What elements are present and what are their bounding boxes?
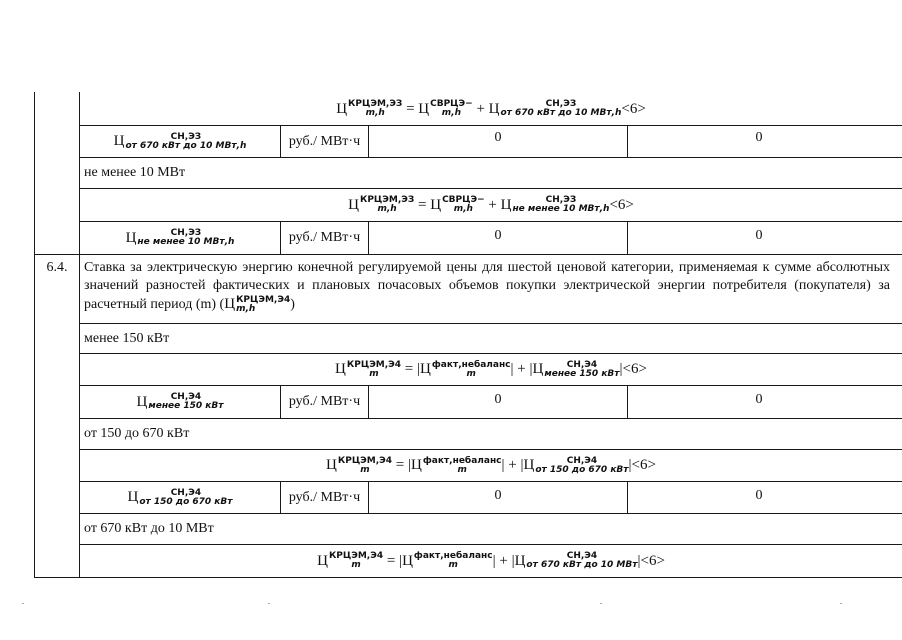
price-symbol: Ц: [224, 295, 236, 312]
equals-sign: =: [386, 552, 396, 569]
superscript: СН,ЭЗ: [545, 195, 577, 205]
abs-bar: |: [408, 457, 412, 474]
subscript: m: [448, 560, 458, 570]
price-symbol: Ц: [136, 393, 148, 410]
superscript: СН,Э4: [566, 551, 598, 561]
subscript: m,h: [377, 204, 397, 214]
price-label-cell: [80, 482, 280, 513]
price-symbol: Ц: [348, 196, 359, 213]
subscript: менее 150 кВт: [544, 368, 620, 379]
subscript: не менее 10 МВт,h: [512, 204, 610, 214]
subscript: от 150 до 670 кВт: [535, 464, 629, 475]
value-cell: 0: [755, 392, 763, 408]
price-label-cell: [80, 222, 280, 254]
scan-speck: [840, 603, 842, 604]
subscript: менее 150 кВт: [148, 401, 224, 411]
abs-bar: |: [510, 361, 514, 378]
section-description: [84, 259, 890, 314]
superscript: КРЦЭМ,Э4: [236, 294, 291, 305]
subscript: m: [351, 560, 361, 570]
value-cell: 0: [755, 488, 763, 504]
abs-bar: |: [417, 361, 421, 378]
formula-row: [80, 189, 902, 221]
abs-bar: |: [492, 552, 496, 569]
value-cell: 0: [494, 392, 502, 408]
section-number: 6.4.: [46, 260, 68, 276]
formula-row: [80, 545, 902, 577]
superscript: факт,небаланс: [422, 455, 502, 466]
equals-sign: =: [404, 361, 414, 378]
abs-bar: |: [628, 457, 632, 474]
subscript: m,h: [453, 204, 473, 214]
subscript: не менее 10 МВт,h: [137, 237, 235, 247]
formula-row: [80, 354, 902, 385]
section-divider: [34, 254, 902, 255]
superscript: СН,Э4: [170, 487, 202, 498]
price-symbol: Ц: [113, 133, 125, 150]
price-symbol: Ц: [127, 489, 139, 506]
superscript: КРЦЭМ,ЭЗ: [359, 195, 415, 205]
equals-sign: =: [406, 100, 415, 117]
superscript: СН,Э4: [566, 359, 598, 370]
formula-row: [80, 93, 902, 125]
plus-sign: +: [499, 552, 508, 569]
price-symbol: Ц: [532, 361, 544, 378]
price-symbol: Ц: [402, 552, 413, 569]
superscript: факт,небаланс: [431, 359, 511, 370]
subscript: от 670 кВт до 10 МВт: [526, 560, 638, 570]
value-cell: 0: [755, 228, 763, 244]
footnote-ref: <6>: [621, 100, 646, 117]
price-label-cell: [80, 126, 280, 157]
power-range-heading: менее 150 кВт: [84, 330, 170, 346]
scan-speck: [22, 603, 24, 604]
power-range-heading: от 670 кВт до 10 МВт: [84, 521, 214, 537]
footnote-ref: <6>: [609, 196, 634, 213]
footnote-ref: <6>: [640, 552, 665, 569]
subscript: от 670 кВт до 10 МВт,h: [125, 140, 247, 151]
closing-paren: ): [290, 296, 295, 312]
unit-cell: руб./ МВт·ч: [288, 230, 361, 246]
table-left-border: [34, 92, 35, 578]
price-symbol: Ц: [500, 196, 512, 213]
abs-bar: |: [399, 552, 403, 569]
subscript: m,h: [365, 108, 385, 118]
price-label-cell: [80, 386, 280, 418]
unit-cell: руб./ МВт·ч: [288, 489, 361, 505]
price-symbol: Ц: [430, 196, 442, 213]
plus-sign: +: [476, 100, 485, 117]
price-symbol: Ц: [411, 457, 422, 474]
abs-bar: |: [619, 361, 623, 378]
subscript: от 150 до 670 кВт: [139, 496, 233, 507]
superscript: КРЦЭМ,Э4: [337, 455, 393, 466]
value-cell: 0: [494, 130, 502, 145]
subscript: m,h: [236, 303, 256, 314]
superscript: СН,ЭЗ: [170, 131, 202, 142]
price-symbol: Ц: [317, 552, 328, 569]
abs-bar: |: [511, 552, 515, 569]
plus-sign: +: [517, 361, 526, 378]
price-symbol: Ц: [418, 100, 430, 117]
value-cell: 0: [755, 130, 763, 145]
subscript: m,h: [441, 108, 462, 118]
power-range-heading: не менее 10 МВт: [84, 165, 186, 181]
equals-sign: =: [418, 196, 427, 213]
price-symbol: Ц: [514, 552, 526, 569]
superscript: СН,Э4: [566, 455, 598, 466]
formula-row: [80, 450, 902, 481]
superscript: КРЦЭМ,ЭЗ: [348, 99, 403, 109]
footnote-ref: <6>: [631, 457, 656, 474]
plus-sign: +: [488, 196, 497, 213]
price-symbol: Ц: [326, 457, 337, 474]
unit-cell: руб./ МВт·ч: [288, 394, 361, 410]
subscript: m: [466, 368, 476, 379]
abs-bar: |: [501, 457, 505, 474]
power-range-heading: от 150 до 670 кВт: [84, 426, 190, 442]
value-cell: 0: [494, 488, 502, 504]
superscript: СВРЦЭ−: [442, 195, 485, 205]
abs-bar: |: [520, 457, 524, 474]
price-symbol: Ц: [125, 229, 137, 246]
table-bottom-border: [34, 577, 902, 578]
plus-sign: +: [508, 457, 517, 474]
superscript: СН,ЭЗ: [170, 228, 202, 238]
subscript: от 670 кВт до 10 МВт,h: [500, 108, 622, 118]
subscript: m: [360, 464, 370, 475]
superscript: КРЦЭМ,Э4: [346, 359, 402, 370]
price-symbol: Ц: [420, 361, 431, 378]
price-symbol: Ц: [336, 100, 348, 117]
superscript: СВРЦЭ−: [430, 99, 473, 109]
price-symbol: Ц: [523, 457, 535, 474]
abs-bar: |: [529, 361, 533, 378]
unit-cell: руб./ МВт·ч: [288, 133, 361, 149]
superscript: КРЦЭМ,Э4: [328, 551, 384, 561]
scan-speck: [268, 603, 270, 604]
superscript: СН,ЭЗ: [545, 99, 577, 109]
subscript: m: [369, 368, 379, 379]
price-symbol: Ц: [335, 361, 346, 378]
price-symbol: Ц: [488, 100, 500, 117]
superscript: СН,Э4: [170, 392, 202, 402]
footnote-ref: <6>: [622, 361, 647, 378]
scan-speck: [600, 603, 602, 604]
superscript: факт,небаланс: [413, 551, 493, 561]
abs-bar: |: [637, 552, 641, 569]
subscript: m: [457, 464, 467, 475]
section-text: Ставка за электрическую энергию конечной регулируемой цены для шестой ценовой категории, применяемая к сумме абсолютных значений разностей фактических и плановых почасовых объемов покупки электрической энергии потребителя (покупателя) за расчетный период (m) (: [84, 260, 890, 312]
equals-sign: =: [395, 457, 405, 474]
value-cell: 0: [494, 228, 502, 244]
